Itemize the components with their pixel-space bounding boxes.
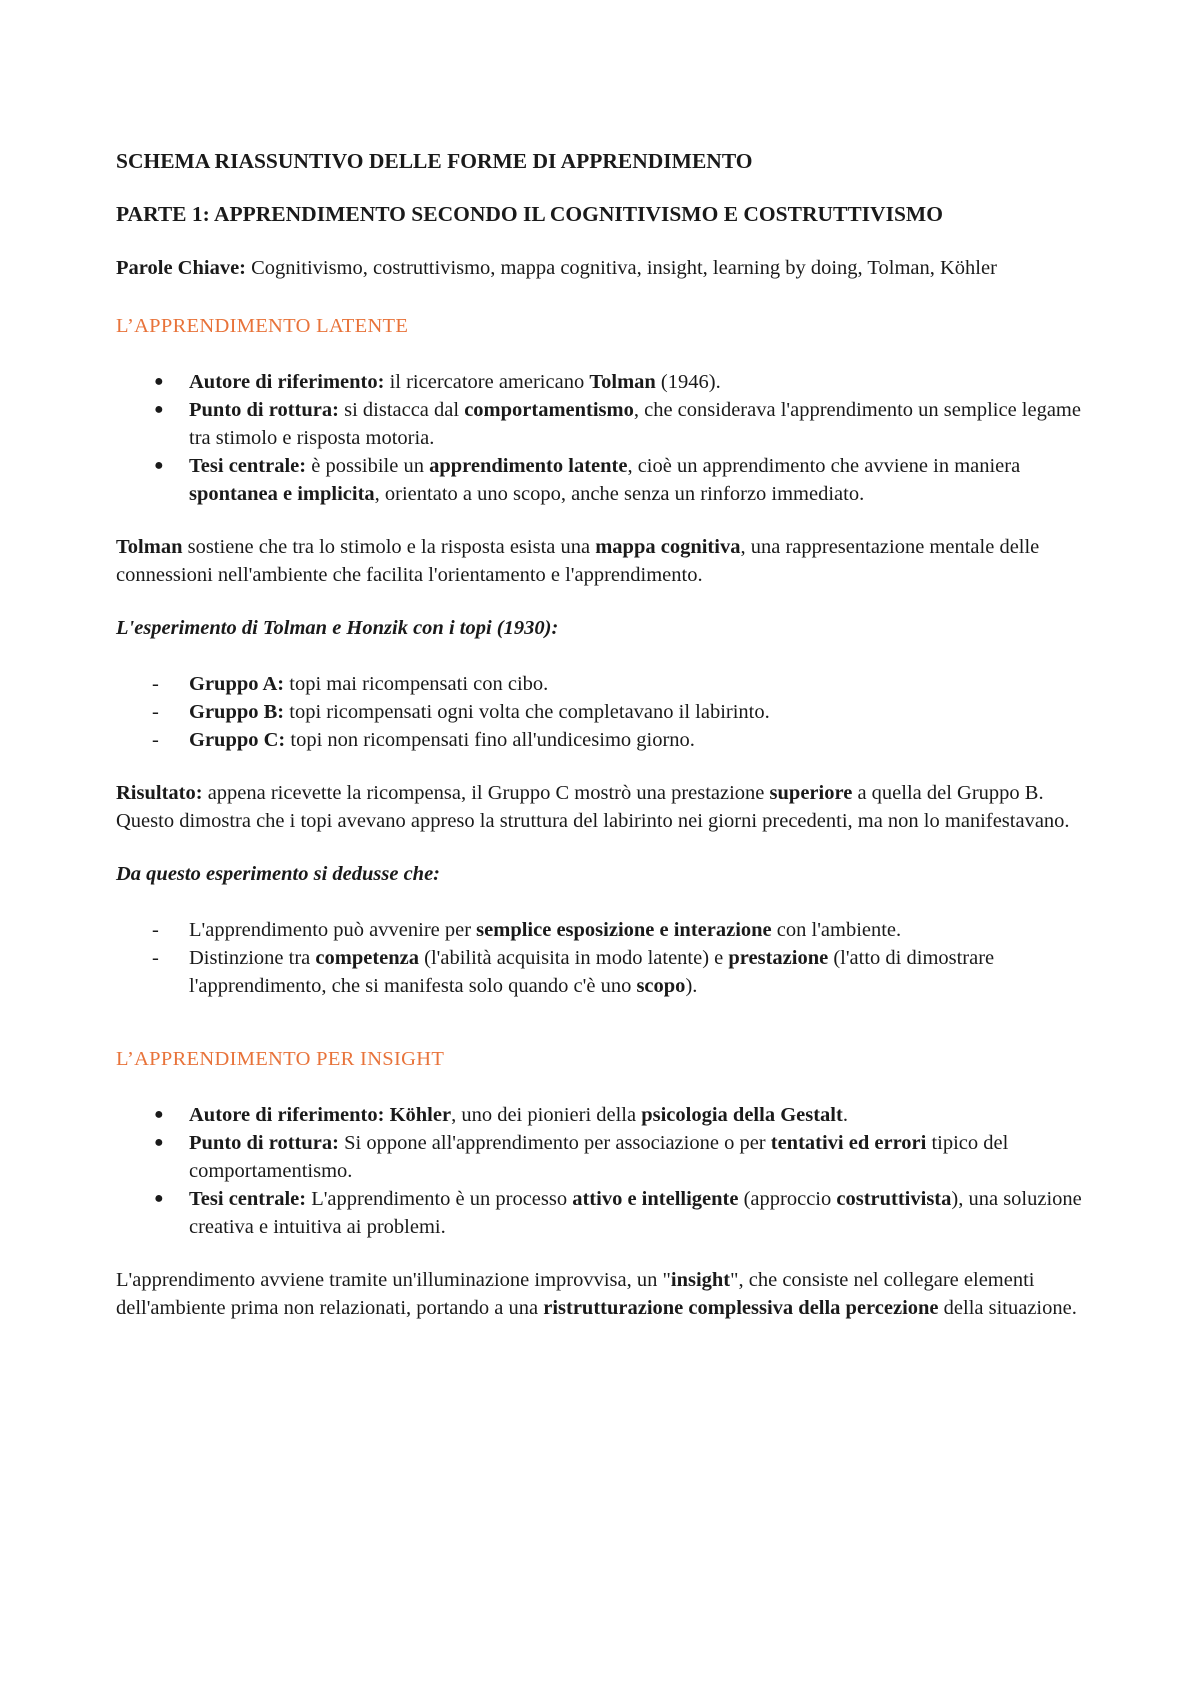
document-title: SCHEMA RIASSUNTIVO DELLE FORME DI APPRENDIMENTO: [116, 149, 753, 173]
dash-icon: -: [152, 673, 159, 695]
paragraph-bold: superiore: [769, 782, 853, 804]
bullet-bold: costruttivista: [836, 1188, 952, 1210]
paragraph-text: della situazione.: [938, 1297, 1077, 1319]
list-item: [116, 368, 1100, 396]
group-label: Gruppo A:: [189, 673, 285, 695]
paragraph-bold: mappa cognitiva: [595, 536, 741, 558]
list-item: [116, 1185, 1100, 1241]
bullet-text: (approccio: [738, 1188, 837, 1210]
bullet-text: , orientato a uno scopo, anche senza un rinforzo immediato.: [374, 483, 865, 505]
bullet-label: Punto di rottura:: [189, 399, 339, 421]
dash-icon: -: [152, 947, 159, 969]
bullet-text: L'apprendimento è un processo: [306, 1188, 573, 1210]
paragraph-text: sostiene che tra lo stimolo e la risposta esista una: [182, 536, 596, 558]
group-text: topi non ricompensati fino all'undicesimo giorno.: [285, 729, 695, 751]
bullet-icon: ●: [154, 1134, 164, 1151]
list-text: L'apprendimento può avvenire per: [189, 919, 477, 941]
tolman-paragraph: [116, 533, 1100, 589]
bullet-icon: ●: [154, 1106, 164, 1123]
bullet-bold: spontanea e implicita: [189, 483, 375, 505]
group-label: Gruppo B:: [189, 701, 285, 723]
bullet-text: .: [842, 1104, 848, 1126]
bullet-label: Tesi centrale:: [189, 1188, 307, 1210]
paragraph-text: ", che consiste nel collegare elementi dell'ambiente prima non relazionati, portando a una: [116, 1269, 1035, 1319]
paragraph-text: a quella del Gruppo B. Questo dimostra che i topi avevano appreso la struttura del labirinto nei giorni precedenti, ma non lo manifestavano.: [116, 782, 1070, 832]
dash-icon: -: [152, 919, 159, 941]
bullet-text: ), una soluzione creativa e intuitiva ai problemi.: [189, 1188, 1082, 1238]
result-paragraph: [116, 779, 1100, 835]
paragraph-bold: Tolman: [116, 536, 183, 558]
list-text: (l'abilità acquisita in modo latente) e: [419, 947, 729, 969]
bullet-icon: ●: [154, 457, 164, 474]
bullet-icon: ●: [154, 401, 164, 418]
section-heading-insight: L’APPRENDIMENTO PER INSIGHT: [116, 1048, 445, 1070]
list-item: [116, 670, 1100, 698]
paragraph-text: L'apprendimento avviene tramite un'illuminazione improvvisa, un ": [116, 1269, 671, 1291]
list-item: [116, 452, 1100, 508]
list-item: [116, 698, 1100, 726]
bullet-bold: apprendimento latente: [429, 455, 628, 477]
group-text: topi mai ricompensati con cibo.: [284, 673, 549, 695]
bullet-text: il ricercatore americano: [384, 371, 590, 393]
bullet-bold: attivo e intelligente: [572, 1188, 739, 1210]
bullet-text: è possibile un: [306, 455, 430, 477]
deduction-heading: Da questo esperimento si dedusse che:: [116, 863, 440, 885]
experiment-heading: L'esperimento di Tolman e Honzik con i topi (1930):: [116, 617, 559, 639]
list-bold: prestazione: [728, 947, 829, 969]
list-bold: scopo: [636, 975, 686, 997]
group-text: topi ricompensati ogni volta che completavano il labirinto.: [284, 701, 770, 723]
bullet-text: , che considerava l'apprendimento un semplice legame tra stimolo e risposta motoria.: [189, 399, 1081, 449]
list-bold: competenza: [315, 947, 419, 969]
list-item: [116, 396, 1100, 452]
bullet-bold: tentativi ed errori: [770, 1132, 927, 1154]
bullet-label: Tesi centrale:: [189, 455, 307, 477]
bullet-bold: Köhler: [389, 1104, 452, 1126]
bullet-text: , cioè un apprendimento che avviene in maniera: [627, 455, 1021, 477]
dash-icon: -: [152, 701, 159, 723]
paragraph-bold: insight: [670, 1269, 731, 1291]
bullet-icon: ●: [154, 373, 164, 390]
result-label: Risultato:: [116, 782, 203, 804]
groups-list: [116, 670, 1100, 754]
list-text: con l'ambiente.: [771, 919, 902, 941]
list-item: [116, 916, 1100, 944]
keywords-text: Cognitivismo, costruttivismo, mappa cognitiva, insight, learning by doing, Tolman, Köhler: [246, 257, 997, 279]
paragraph-text: appena ricevette la ricompensa, il Gruppo C mostrò una prestazione: [202, 782, 770, 804]
list-item: [116, 1129, 1100, 1185]
list-item: [116, 944, 1100, 1000]
document-body: [116, 147, 1100, 1322]
list-item: [116, 726, 1100, 754]
bullet-icon: ●: [154, 1190, 164, 1207]
list-text: ).: [685, 975, 698, 997]
latente-bullet-list: [116, 368, 1100, 508]
insight-paragraph: [116, 1266, 1100, 1322]
list-item: [116, 1101, 1100, 1129]
bullet-label: Autore di riferimento:: [189, 1104, 385, 1126]
part-heading: PARTE 1: APPRENDIMENTO SECONDO IL COGNITIVISMO E COSTRUTTIVISMO: [116, 202, 943, 226]
bullet-bold: psicologia della Gestalt: [641, 1104, 843, 1126]
list-text: Distinzione tra: [189, 947, 316, 969]
section-heading-latente: L’APPRENDIMENTO LATENTE: [116, 315, 409, 337]
bullet-label: Punto di rottura:: [189, 1132, 339, 1154]
bullet-text: , uno dei pionieri della: [451, 1104, 642, 1126]
list-text: (l'atto di dimostrare l'apprendimento, che si manifesta solo quando c'è uno: [189, 947, 995, 997]
deductions-list: [116, 916, 1100, 1000]
bullet-text: Si oppone all'apprendimento per associazione o per: [338, 1132, 771, 1154]
bullet-text: tipico del comportamentismo.: [189, 1132, 1009, 1182]
group-label: Gruppo C:: [189, 729, 286, 751]
keywords-paragraph: [116, 254, 1100, 282]
list-bold: semplice esposizione e interazione: [476, 919, 772, 941]
bullet-bold: comportamentismo: [464, 399, 634, 421]
paragraph-bold: ristrutturazione complessiva della percezione: [543, 1297, 939, 1319]
bullet-text: (1946).: [655, 371, 721, 393]
bullet-bold: Tolman: [589, 371, 656, 393]
dash-icon: -: [152, 729, 159, 751]
bullet-label: Autore di riferimento:: [189, 371, 385, 393]
paragraph-text: , una rappresentazione mentale delle connessioni nell'ambiente che facilita l'orientamento e l'apprendimento.: [116, 536, 1040, 586]
keywords-label: Parole Chiave:: [116, 257, 246, 279]
bullet-text: si distacca dal: [338, 399, 465, 421]
insight-bullet-list: [116, 1101, 1100, 1241]
